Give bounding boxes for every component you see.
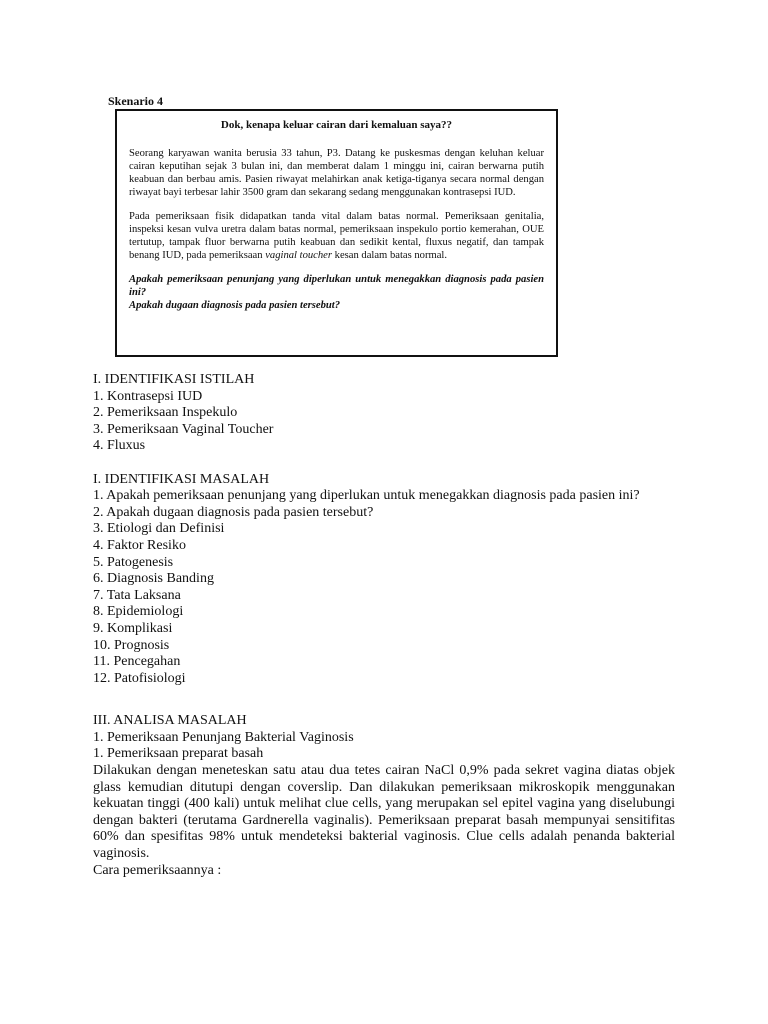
list-item: 12. Patofisiologi <box>93 670 186 686</box>
list-item: 3. Etiologi dan Definisi <box>93 521 225 537</box>
body-text <box>93 372 675 879</box>
spacer <box>93 687 675 713</box>
list-item: 5. Patogenesis <box>93 554 174 570</box>
scenario-label: Skenario 4 <box>108 94 164 108</box>
list-item: 9. Komplikasi <box>93 620 173 636</box>
scenario-box <box>115 109 558 357</box>
scenario-paragraph-2-part-b: kesan dalam batas normal. <box>332 250 448 261</box>
list-item: 2. Pemeriksaan Inspekulo <box>93 405 238 421</box>
list-item: 1. Apakah pemeriksaan penunjang yang diperlukan untuk menegakkan diagnosis pada pasien ini? <box>93 488 640 504</box>
scenario-question-1: Apakah pemeriksaan penunjang yang diperlukan untuk menegakkan diagnosis pada pasien ini? <box>129 274 544 298</box>
list-item: 3. Pemeriksaan Vaginal Toucher <box>93 421 274 437</box>
list-item: 6. Diagnosis Banding <box>93 571 214 587</box>
list-item: 11. Pencegahan <box>93 654 181 670</box>
list-item: 1. Kontrasepsi IUD <box>93 388 203 404</box>
scenario-paragraph-2-italic: vaginal toucher <box>265 250 332 261</box>
list-item: 2. Apakah dugaan diagnosis pada pasien tersebut? <box>93 504 374 520</box>
spacer <box>93 455 675 472</box>
list-item: 10. Prognosis <box>93 637 170 653</box>
section-1-heading: I. IDENTIFIKASI ISTILAH <box>93 372 255 387</box>
section-3-paragraph: Dilakukan dengan meneteskan satu atau dua tetes cairan NaCl 0,9% pada sekret vagina diatas objek glass kemudian ditutupi dengan coverslip. Dan dilakukan pemeriksaan mikroskopik menggunakan kekuatan tinggi (400 kali) untuk melihat clue cells, yang merupakan sel epitel vagina yang diselubungi dengan bakteri (terutama Gardnerella vaginalis). Pemeriksaan preparat basah mempunyai sensitifitas 60% dan spesifitas 98% untuk mendeteksi bakterial vaginosis. Clue cells adalah penanda bakterial vaginosis. <box>93 763 675 862</box>
section-3-subheading-2: 1. Pemeriksaan preparat basah <box>93 746 264 762</box>
scenario-paragraph-2 <box>129 210 544 262</box>
list-item: 4. Faktor Resiko <box>93 537 186 553</box>
scenario-title: Dok, kenapa keluar cairan dari kemaluan saya?? <box>220 119 453 131</box>
list-item: 4. Fluxus <box>93 438 146 454</box>
section-2-list <box>93 488 675 687</box>
section-3-heading: III. ANALISA MASALAH <box>93 713 247 729</box>
list-item: 7. Tata Laksana <box>93 587 181 603</box>
section-1-list <box>93 389 675 455</box>
scenario-paragraph-2-part-a: Pada pemeriksaan fisik didapatkan tanda vital dalam batas normal. Pemeriksaan genitalia, inspeksi kesan vulva uretra dalam batas normal, pemeriksaan inspekulo portio kemerahan, OUE tertutup, tampak fluor berwarna putih keabuan dan sedikit kental, fluxus negatif, dan tampak benang IUD, pada pemeriksaan <box>129 211 544 261</box>
scenario-question-2: Apakah dugaan diagnosis pada pasien tersebut? <box>129 300 341 311</box>
section-2-heading: I. IDENTIFIKASI MASALAH <box>93 471 270 487</box>
section-3-subheading-1: 1. Pemeriksaan Penunjang Bakterial Vaginosis <box>93 729 354 745</box>
section-3-last-line: Cara pemeriksaannya : <box>93 862 222 878</box>
scenario-paragraph-1: Seorang karyawan wanita berusia 33 tahun, P3. Datang ke puskesmas dengan keluhan keluar cairan keputihan sejak 3 bulan ini, dan memberat dalam 1 minggu ini, cairan berwarna putih keabuan dan berbau amis. Pasien riwayat melahirkan anak ketiga-tiganya secara normal dengan riwayat bayi terbesar lahir 3500 gram dan sekarang sedang menggunakan kontrasepsi IUD. <box>129 148 544 198</box>
list-item: 8. Epidemiologi <box>93 604 184 620</box>
